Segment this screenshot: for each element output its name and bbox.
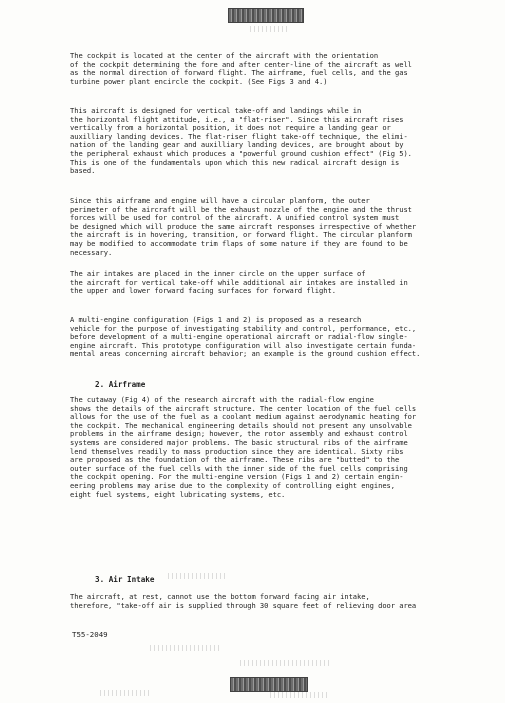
section-heading-airframe: 2. Airframe — [95, 380, 146, 389]
classification-stamp-top — [228, 8, 304, 23]
paragraph-cutaway: The cutaway (Fig 4) of the research aircraft with the radial-flow engine shows the details of the aircraft structure. The center location of the fuel cells allows for the use of the fuel as a coolant medium against aerodynamic heating for the cockpit. The mechanical engineering details should not present any unsolvable problems in the airframe design; however, the rotor assembly and exhaust control systems are considered major problems. The basic structural ribs of the airframe lend themselves readily to mass production since they are identical. Sixty ribs are proposed as the foundation of the airframe. These ribs are "butted" to the outer surface of the fuel cells with the inner side of the fuel cells comprising the cockpit opening. For the multi-engine version (Figs 1 and 2) certain engin- eering problems may arise due to the complexity of controlling eight engines, eight fuel systems, eight lubricating systems, etc. — [70, 395, 417, 499]
scan-noise — [150, 645, 220, 651]
paragraph-planform: Since this airframe and engine will have a circular planform, the outer perimeter of the aircraft will be the exhaust nozzle of the engine and the thrust forces will be used for control of the aircraft. A unified control system must be designed which will produce the same aircraft responses irrespective of whether the aircraft is in hovering, transition, or forward flight. The circular planform may be modified to accommodate trim flaps of some nature if they are found to be necessary. — [70, 196, 417, 257]
paragraph-aircraft-rest: The aircraft, at rest, cannot use the bottom forward facing air intake, therefore, "take-off air is supplied through 30 square feet of relieving door area — [70, 592, 417, 610]
scan-noise — [270, 692, 330, 698]
paragraph-cockpit: The cockpit is located at the center of the aircraft with the orientation of the cockpit determining the fore and after center-line of the aircraft as well as the normal direction of forward flight. The airframe, fuel cells, and the gas turbine power plant encircle the cockpit. (See Figs 3 and 4.) — [70, 51, 412, 86]
scan-noise — [168, 573, 228, 579]
classification-stamp-bottom — [230, 677, 308, 692]
paragraph-air-intakes: The air intakes are placed in the inner circle on the upper surface of the aircraft for vertical take-off while additional air intakes are installed in the upper and lower forward facing surfaces for forward flight. — [70, 269, 408, 296]
scan-noise — [240, 660, 330, 666]
document-code: T55-2049 — [72, 630, 108, 639]
section-heading-air-intake: 3. Air Intake — [95, 575, 155, 584]
paragraph-multi-engine: A multi-engine configuration (Figs 1 and 2) is proposed as a research vehicle for the purpose of investigating stability and control, performance, etc., before development of a multi-engine operational aircraft or radial-flow single- engine aircraft. This prototype configuration will also investigate certain funda- mental areas concerning aircraft behavior; an example is the ground cushion effect. — [70, 315, 421, 359]
paragraph-flat-riser: This aircraft is designed for vertical take-off and landings while in the horizontal flight attitude, i.e., a "flat-riser". Since this aircraft rises vertically from a horizontal position, it does not require a landing gear or auxilliary landing devices. The flat-riser flight take-off technique, the elimi- nation of the landing gear and auxilliary landing devices, are brought about by the peripheral exhaust which produces a "powerful ground cushion effect" (Fig 5). This is one of the fundamentals upon which this new radical aircraft design is based. — [70, 106, 412, 176]
scan-noise — [100, 690, 150, 696]
scan-noise — [250, 26, 290, 32]
